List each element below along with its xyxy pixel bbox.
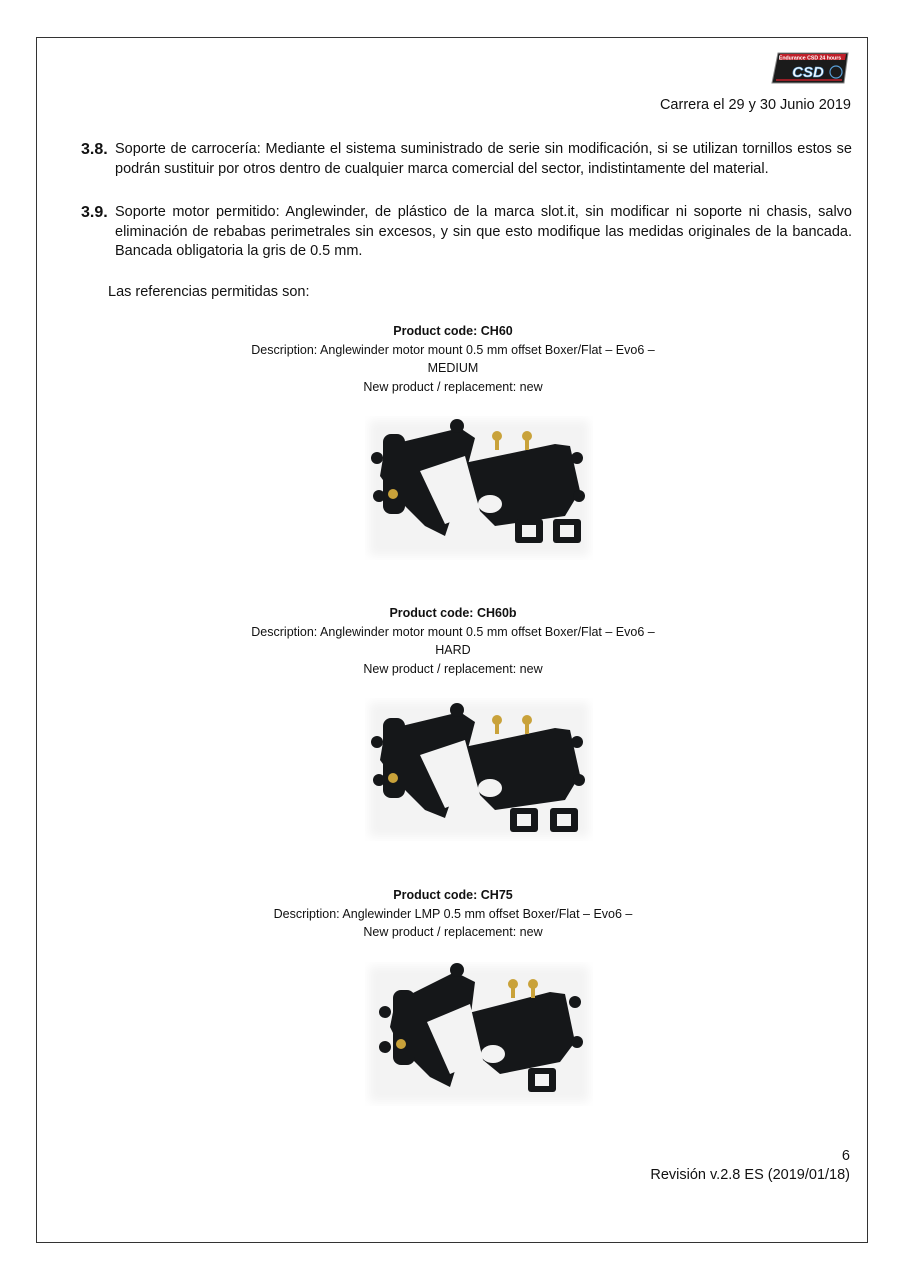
product-description: Description: Anglewinder motor mount 0.5 mm offset Boxer/Flat – Evo6 – — [251, 342, 655, 357]
product-description: Description: Anglewinder LMP 0.5 mm offset Boxer/Flat – Evo6 – — [273, 906, 633, 921]
rule-3-9 — [81, 203, 852, 262]
rule-number: 3.9. — [81, 204, 108, 221]
ch60b-motor-mount-photo — [365, 698, 593, 841]
product-ch60b — [0, 604, 906, 678]
rule-text: Soporte de carrocería: Mediante el sistema suministrado de serie sin modificación, si se utilizan tornillos estos se podrán sustituir por otros dentro de cualquier marca comercial del sector, indistintamente del material. — [115, 141, 852, 177]
product-description: Description: Anglewinder motor mount 0.5 mm offset Boxer/Flat – Evo6 – — [251, 624, 655, 639]
rule-text: Soporte motor permitido: Anglewinder, de plástico de la marca slot.it, sin modificar ni soporte ni chasis, salvo eliminación de rebabas perimetrales sin excesos, y sin que esto modifique las medidas originales de la bancada. Bancada obligatoria la gris de 0.5 mm. — [115, 204, 852, 259]
csd-logo — [770, 51, 850, 85]
rule-number: 3.8. — [81, 141, 108, 158]
product-ch60 — [0, 322, 906, 396]
product-status: New product / replacement: new — [363, 925, 543, 939]
product-status: New product / replacement: new — [363, 379, 543, 394]
product-ch75 — [0, 886, 906, 942]
references-intro: Las referencias permitidas son: — [108, 284, 310, 300]
logo-main-text: CSD — [792, 64, 824, 81]
event-date: Carrera el 29 y 30 Junio 2019 — [659, 97, 851, 113]
ch75-motor-mount-photo — [365, 962, 593, 1106]
product-hardness: HARD — [435, 643, 471, 657]
product-hardness: MEDIUM — [427, 361, 479, 375]
product-code: Product code: CH60b — [389, 606, 517, 620]
product-code: Product code: CH75 — [393, 888, 513, 902]
rule-3-8 — [81, 140, 852, 179]
page-number: 6 — [841, 1148, 850, 1164]
product-code: Product code: CH60 — [393, 324, 513, 338]
logo-top-text: Endurance CSD 24 hours — [778, 55, 842, 62]
ch60-motor-mount-photo — [365, 416, 593, 560]
product-status: New product / replacement: new — [363, 661, 543, 676]
revision-label: Revisión v.2.8 ES (2019/01/18) — [650, 1167, 850, 1183]
